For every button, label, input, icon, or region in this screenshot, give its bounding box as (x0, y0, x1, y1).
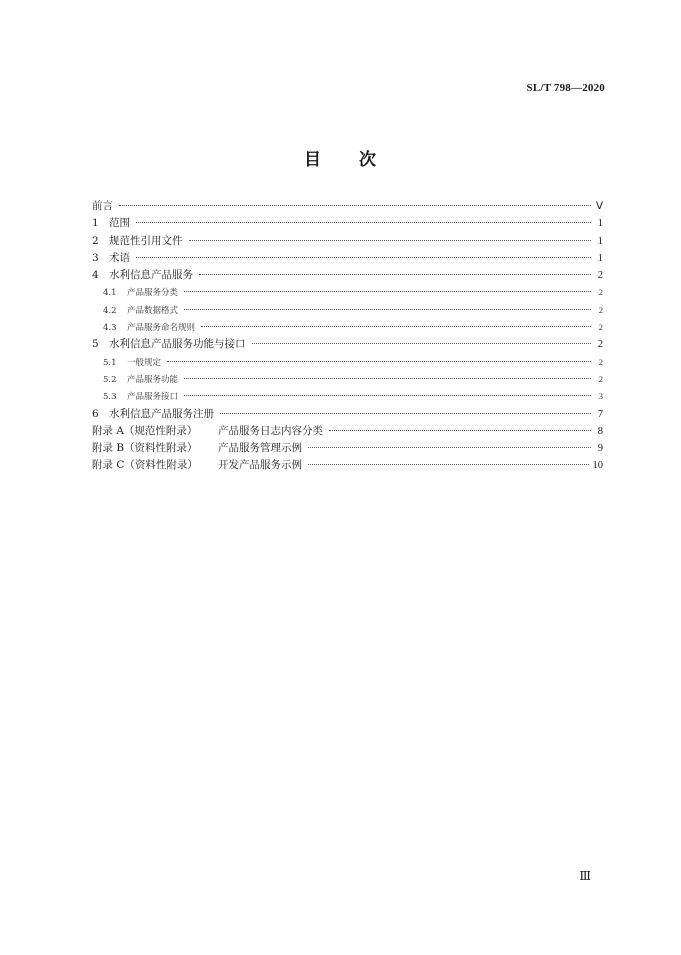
toc-entry-1[interactable] (92, 215, 603, 232)
toc-entry-page: 2 (598, 356, 603, 367)
toc-entry-page: 2 (598, 304, 603, 315)
dot-leader (136, 222, 591, 223)
dot-leader (184, 378, 591, 379)
toc-entry-label: 一般规定 (127, 357, 162, 368)
toc-entry-page: 10 (592, 460, 603, 472)
toc-entry-appendix-c[interactable] (92, 457, 603, 474)
toc-entry-label: 产品服务命名规则 (127, 323, 196, 334)
toc-entry-page: 1 (597, 218, 603, 230)
toc-entry-page: 2 (597, 270, 603, 282)
toc-entry-page: 2 (598, 322, 603, 333)
toc-entry-number: 6 (92, 407, 99, 420)
toc-entry-4[interactable] (92, 267, 603, 284)
toc-entry-4-3[interactable] (92, 319, 603, 336)
toc-entry-label: 水利信息产品服务 (109, 269, 193, 282)
dot-leader (136, 257, 591, 258)
toc-entry-page: 2 (598, 287, 603, 298)
toc-entry-page: 9 (597, 443, 603, 455)
toc-entry-appendix-a[interactable] (92, 423, 603, 440)
toc-entry-page: 2 (598, 373, 603, 384)
toc-entry-label: 产品数据格式 (127, 305, 179, 316)
toc-entry-number: 3 (92, 251, 99, 264)
toc-entry-number: 5 (92, 338, 99, 351)
toc-entry-label: 前言 (92, 200, 113, 212)
toc-entry-label: 水利信息产品服务功能与接口 (109, 338, 246, 351)
toc-entry-label: 产品服务接口 (127, 392, 179, 403)
toc-entry-number: 附录 B（资料性附录） (92, 442, 198, 455)
toc-entry-label: 产品服务分类 (127, 288, 179, 299)
toc-entry-5-1[interactable] (92, 354, 603, 371)
toc-entry-page: 1 (597, 252, 603, 264)
toc-entry-4-1[interactable] (92, 284, 603, 301)
toc-entry-2[interactable] (92, 233, 603, 250)
toc-entry-number: 4 (92, 269, 99, 282)
toc-entry-number: 4.1 (103, 288, 117, 299)
toc-entry-page: 1 (597, 235, 603, 247)
dot-leader (119, 205, 591, 206)
dot-leader (167, 361, 591, 362)
toc-entry-number: 附录 A（规范性附录） (92, 424, 198, 437)
dot-leader (308, 464, 589, 465)
toc-entry-5[interactable] (92, 336, 603, 353)
toc-entry-number: 附录 C（资料性附录） (92, 459, 198, 472)
toc-entry-number: 4.3 (103, 323, 117, 334)
toc-entry-foreword[interactable] (92, 198, 603, 215)
toc-entry-label: 术语 (109, 251, 130, 264)
page-number: Ⅲ (579, 869, 591, 883)
dot-leader (184, 291, 591, 292)
dot-leader (189, 240, 592, 241)
toc-entry-label: 产品服务管理示例 (218, 442, 302, 455)
toc-entry-page: 8 (597, 425, 603, 437)
toc-entry-page: 2 (597, 339, 603, 351)
toc-entry-label: 水利信息产品服务注册 (109, 407, 214, 420)
toc-entry-6[interactable] (92, 406, 603, 423)
toc-entry-number: 4.2 (103, 305, 117, 316)
dot-leader (220, 413, 591, 414)
toc-entry-4-2[interactable] (92, 302, 603, 319)
dot-leader (184, 309, 591, 310)
toc-entry-number: 5.2 (103, 374, 117, 385)
dot-leader (308, 447, 591, 448)
toc-entry-page: Ⅴ (595, 201, 603, 212)
dot-leader (184, 395, 591, 396)
toc-entry-label: 开发产品服务示例 (218, 459, 302, 472)
toc-entry-5-3[interactable] (92, 388, 603, 405)
toc-entry-label: 产品服务功能 (127, 374, 179, 385)
toc-entry-number: 5.1 (103, 357, 117, 368)
dot-leader (252, 343, 592, 344)
page-title: 目 次 (304, 150, 377, 170)
table-of-contents (92, 198, 603, 475)
dot-leader (199, 274, 591, 275)
toc-entry-3[interactable] (92, 250, 603, 267)
toc-entry-page: 3 (598, 391, 603, 402)
toc-entry-label: 规范性引用文件 (109, 234, 183, 247)
dot-leader (329, 430, 591, 431)
toc-entry-page: 7 (597, 408, 603, 420)
toc-entry-number: 1 (92, 217, 99, 230)
toc-entry-number: 5.3 (103, 392, 117, 403)
toc-entry-label: 范围 (109, 217, 130, 230)
toc-entry-number: 2 (92, 234, 99, 247)
standard-code: SL/T 798—2020 (526, 82, 605, 94)
toc-entry-label: 产品服务日志内容分类 (218, 424, 323, 437)
toc-entry-appendix-b[interactable] (92, 440, 603, 457)
toc-entry-5-2[interactable] (92, 371, 603, 388)
dot-leader (201, 326, 591, 327)
